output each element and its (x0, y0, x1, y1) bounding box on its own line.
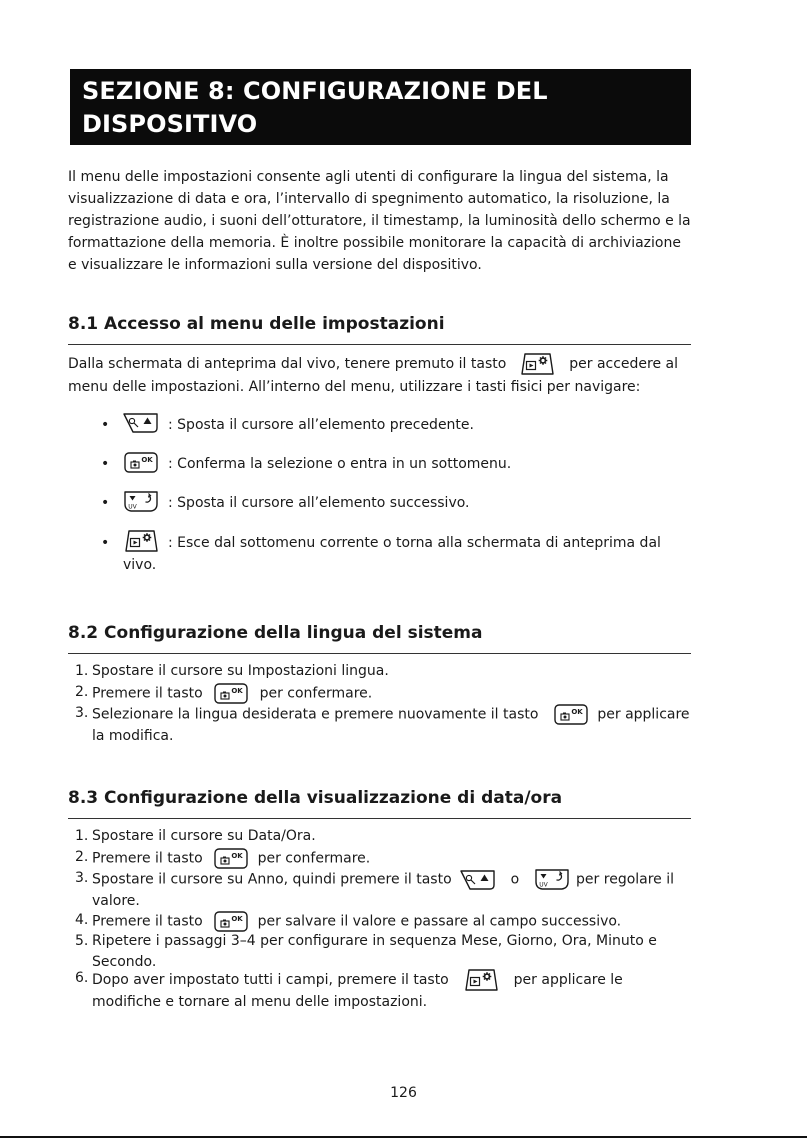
svg-text:UV: UV (538, 881, 548, 889)
bullet-menu: • : Esce dal sottomenu corrente o torna alla schermata di anteprima dal vivo. (101, 532, 691, 576)
step-8-3-5: 5. Ripetere i passaggi 3–4 per configurare in sequenza Mese, Giorno, Ora, Minuto e Secondo. (75, 933, 657, 970)
bullet-up-text: : Sposta il cursore all’elemento precedente. (168, 417, 474, 433)
ok-camera-key-icon (553, 703, 589, 726)
menu-settings-key-icon (463, 968, 499, 992)
uv-key-label: UV (128, 503, 137, 510)
ok-camera-key-icon (123, 451, 159, 474)
svg-text:OK: OK (231, 687, 243, 695)
ok-key-label: OK (141, 455, 153, 464)
svg-text:OK: OK (231, 852, 243, 860)
down-uv-key-icon (123, 490, 159, 513)
ok-camera-key-icon (213, 847, 249, 870)
bullet-ok: • OK : Conferma la selezione o entra in un sottomenu. (101, 453, 691, 475)
step-8-3-3: 3. Spostare il cursore su Anno, quindi premere il tasto o UV per regolare il valore. (75, 870, 675, 909)
ok-camera-key-icon (213, 910, 249, 933)
paragraph-8-1 (68, 352, 693, 398)
svg-text:OK: OK (571, 708, 583, 716)
step-8-2-1: 1. Spostare il cursore su Impostazioni lingua. (75, 663, 389, 679)
step-8-3-2: 2. Premere il tasto OK per confermare. (75, 847, 693, 870)
heading-8-2: 8.2 Configurazione della lingua del sistema (68, 621, 691, 654)
menu-settings-key-icon (519, 352, 555, 376)
bullet-down: • UV : Sposta il cursore all’elemento successivo. (101, 492, 691, 514)
step-8-3-4: 4. Premere il tasto OK per salvare il valore e passare al campo successivo. (75, 910, 693, 933)
section-header (70, 69, 691, 145)
up-zoom-key-icon (460, 869, 496, 891)
step-8-3-6: 6. Dopo aver impostato tutti i campi, premere il tasto per applicare le modifiche e tornare al menu delle impostazioni. (75, 970, 623, 1010)
heading-8-1: 8.1 Accesso al menu delle impostazioni (68, 312, 691, 345)
bullet-menu-text: : Esce dal sottomenu corrente o torna alla schermata di anteprima dal vivo. (123, 535, 661, 573)
intro-paragraph: Il menu delle impostazioni consente agli utenti di configurare la lingua del sistema, la visualizzazione di data e ora, l’intervallo di spegnimento automatico, la risoluzione, la registrazione audio, i suoni dell’otturatore, il timestamp, la luminosità dello schermo e la formattazione della memoria. È inoltre possibile monitorare la capacità di archiviazione e visualizzare le informazioni sulla versione del dispositivo. (68, 169, 691, 273)
section-title (82, 75, 691, 141)
paragraph-8-1-part-b: per accedere al menu delle impostazioni. All’interno del menu, utilizzare i tasti fisici per navigare: (68, 356, 679, 395)
heading-8-3: 8.3 Configurazione della visualizzazione di data/ora (68, 786, 691, 819)
bullet-up: • : Sposta il cursore all’elemento precedente. (101, 414, 691, 436)
paragraph-8-1-part-a: Dalla schermata di anteprima dal vivo, tenere premuto il tasto (68, 356, 507, 372)
menu-settings-key-icon (123, 529, 159, 553)
ok-camera-key-icon (213, 682, 249, 705)
bullet-down-text: : Sposta il cursore all’elemento successivo. (168, 495, 470, 511)
step-8-3-1: 1. Spostare il cursore su Data/Ora. (75, 828, 316, 844)
step-8-2-2: 2. Premere il tasto OK per confermare. (75, 682, 693, 705)
bullet-ok-text: : Conferma la selezione o entra in un sottomenu. (168, 456, 512, 472)
page-number: 126 (390, 1085, 417, 1101)
svg-text:OK: OK (231, 915, 243, 923)
down-uv-key-icon (534, 868, 570, 891)
up-zoom-key-icon (123, 412, 159, 434)
bottom-rule (0, 1136, 807, 1138)
section-title-line-2: DISPOSITIVO (82, 110, 258, 138)
step-8-2-3: 3. Selezionare la lingua desiderata e premere nuovamente il tasto OK per applicare la modifica. (75, 705, 690, 744)
section-title-line-1: SEZIONE 8: CONFIGURAZIONE DEL (82, 77, 548, 105)
